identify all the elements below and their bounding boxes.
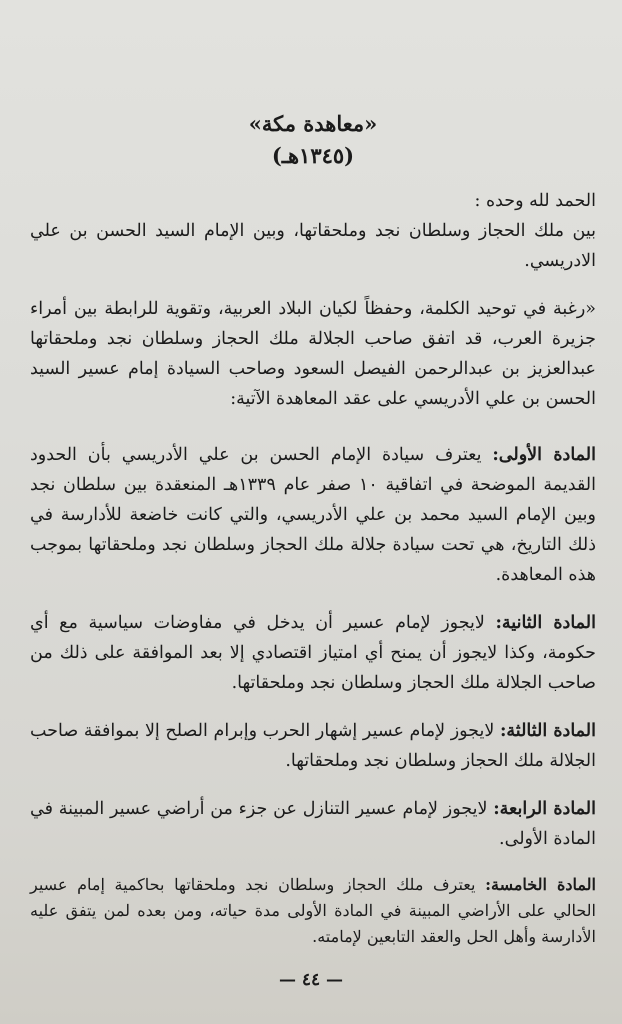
article-4-label: المادة الرابعة: xyxy=(493,799,596,819)
treaty-year: (١٣٤٥هـ) xyxy=(271,143,355,168)
article-4-text: لايجوز لإمام عسير التنازل عن جزء من أراضي عسير المبينة في المادة الأولى. xyxy=(30,799,596,849)
article-2-text: لايجوز لإمام عسير أن يدخل في مفاوضات سياسية مع أي حكومة، وكذا لايجوز أن يمنح أي امتياز اقتصادي إلا بعد الموافقة على ذلك من صاحب الجلالة ملك الحجاز وسلطان نجد وملحقاتها. xyxy=(30,613,596,693)
article-5 xyxy=(30,872,596,950)
article-5-text: يعترف ملك الحجاز وسلطان نجد وملحقاتها بحاكمية إمام عسير الحالي على الأراضي المبينة في المادة الأولى مدة حياته، ومن بعده لمن يتفق عليه الأدارسة وأهل الحل والعقد التابعين لإمامته. xyxy=(30,875,596,946)
article-3-label: المادة الثالثة: xyxy=(499,721,596,741)
article-4 xyxy=(30,794,596,854)
page-content xyxy=(30,108,596,950)
article-1-text: يعترف سيادة الإمام الحسن بن علي الأدريسي بأن الحدود القديمة الموضحة في اتفاقية ١٠ صفر عام ١٣٣٩هـ المنعقدة بين سلطان نجد وبين الإمام السيد محمد بن علي الأدريسي، والتي كانت خاضعة للأدارسة في ذلك التاريخ، هي تحت سيادة جلالة ملك الحجاز وسلطان نجد وملحقاتها بموجب هذه المعاهدة. xyxy=(30,445,596,585)
article-3 xyxy=(30,716,596,776)
article-5-label: المادة الخامسة: xyxy=(485,875,597,894)
article-1-label: المادة الأولى: xyxy=(492,445,596,465)
page-number: — ٤٤ — xyxy=(278,970,344,990)
opening-line: الحمد لله وحده : xyxy=(474,191,596,211)
article-1 xyxy=(30,440,596,590)
article-2-label: المادة الثانية: xyxy=(495,613,596,633)
article-2 xyxy=(30,608,596,698)
parties-paragraph: بين ملك الحجاز وسلطان نجد وملحقاتها، وبين الإمام السيد الحسن بن علي الادريسي. xyxy=(30,221,596,271)
article-3-text: لايجوز لإمام عسير إشهار الحرب وإبرام الصلح إلا بموافقة صاحب الجلالة ملك الحجاز وسلطان نجد وملحقاتها. xyxy=(30,721,596,771)
treaty-title: «معاهدة مكة» xyxy=(248,111,378,136)
preamble-paragraph: «رغبة في توحيد الكلمة، وحفظاً لكيان البلاد العربية، وتقوية للرابطة بين أمراء جزيرة العرب، قد اتفق صاحب الجلالة ملك الحجاز وسلطان نجد وملحقاتها عبدالعزيز بن عبدالرحمن الفيصل السعود وصاحب السيادة إمام عسير السيد الحسن بن علي الأدريسي على عقد المعاهدة الآتية: xyxy=(30,299,596,409)
